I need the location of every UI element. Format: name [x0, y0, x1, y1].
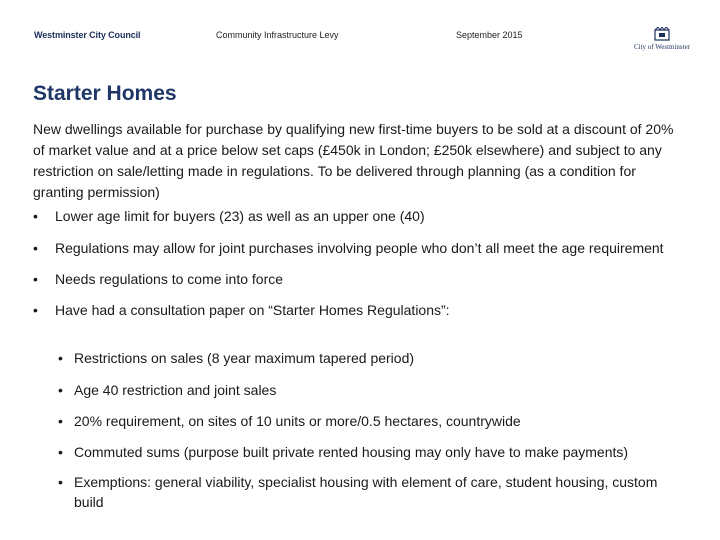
main-bullet-list — [33, 206, 683, 320]
list-item — [58, 442, 688, 462]
logo-text: City of Westminster — [633, 43, 691, 51]
bullet-icon: • — [58, 350, 63, 366]
bullet-text: Needs regulations to come into force — [55, 271, 284, 287]
bullet-icon: • — [33, 302, 38, 318]
bullet-icon: • — [33, 240, 38, 256]
header-organisation: Westminster City Council — [34, 30, 141, 40]
bullet-text: Lower age limit for buyers (23) as well as an upper one (40) — [55, 208, 425, 224]
bullet-icon: • — [58, 444, 63, 460]
intro-paragraph: New dwellings available for purchase by qualifying new first-time buyers to be sold at a discount of 20% of market value and at a price below set caps (£450k in London; £250k elsewhere) and subject to any restriction on sale/letting made in regulations. To be delivered through planning (as a condition for granting permission) — [33, 121, 674, 200]
sub-bullet-text: 20% requirement, on sites of 10 units or more/0.5 hectares, countrywide — [74, 413, 521, 429]
sub-bullet-text: Age 40 restriction and joint sales — [74, 382, 277, 398]
header-date: September 2015 — [456, 30, 523, 40]
list-item — [58, 380, 688, 400]
list-item — [33, 300, 683, 320]
list-item — [58, 472, 688, 512]
sub-bullet-list — [58, 348, 688, 512]
slide-title: Starter Homes — [33, 82, 177, 105]
sub-bullet-text: Exemptions: general viability, specialist housing with element of care, student housing, custom build — [74, 474, 658, 510]
bullet-text: Regulations may allow for joint purchases involving people who don’t all meet the age requirement — [55, 240, 664, 256]
bullet-icon: • — [58, 474, 63, 490]
bullet-icon: • — [58, 413, 63, 429]
list-item — [58, 411, 688, 431]
list-item — [33, 238, 683, 258]
bullet-text: Have had a consultation paper on “Starter Homes Regulations”: — [55, 302, 450, 318]
bullet-icon: • — [33, 208, 38, 224]
sub-bullet-text: Restrictions on sales (8 year maximum tapered period) — [74, 350, 415, 366]
list-item — [33, 206, 683, 226]
list-item — [58, 348, 688, 368]
bullet-icon: • — [33, 271, 38, 287]
sub-bullet-text: Commuted sums (purpose built private rented housing may only have to make payments) — [74, 444, 629, 460]
council-logo — [632, 27, 692, 51]
bullet-icon: • — [58, 382, 63, 398]
header-topic: Community Infrastructure Levy — [216, 30, 339, 40]
crest-icon — [654, 27, 670, 41]
list-item — [33, 269, 683, 289]
